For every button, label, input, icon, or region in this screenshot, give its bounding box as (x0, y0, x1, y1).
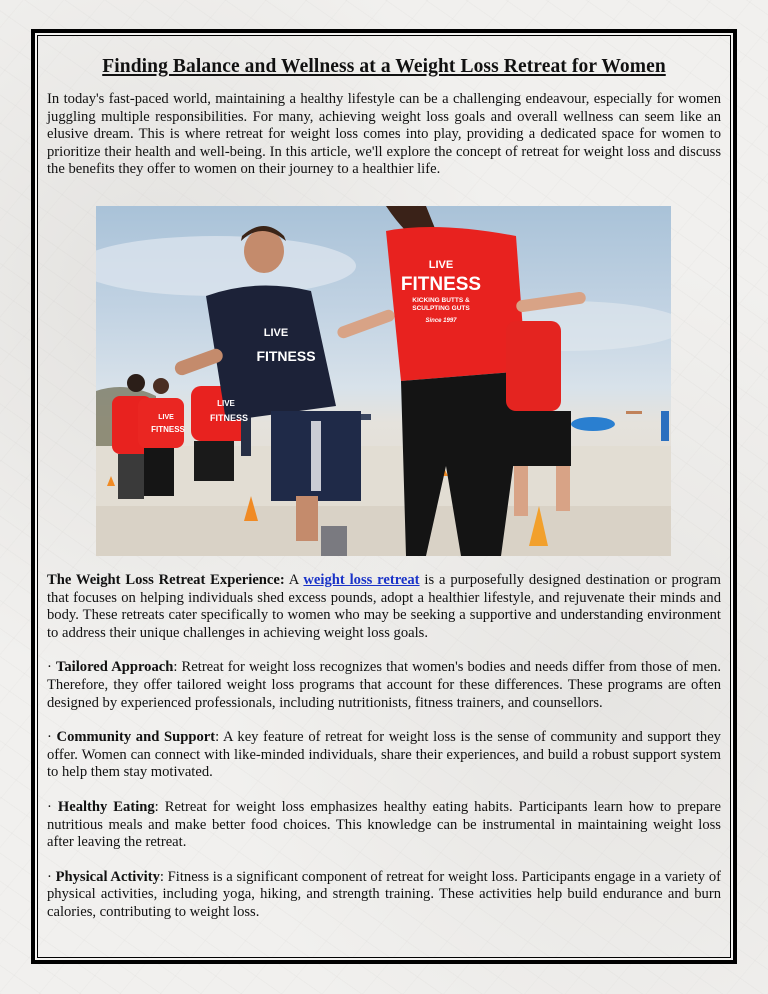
bullet-physical-activity (47, 869, 721, 922)
svg-text:LIVE: LIVE (217, 399, 235, 408)
svg-text:FITNESS: FITNESS (209, 413, 249, 423)
experience-paragraph (47, 572, 721, 642)
bullet-text: : A key feature of retreat for weight loss is the sense of community and support they offer. Women can connect with like-minded individuals, share their experiences, and build a robust support system to help them stay motivated. (47, 729, 721, 781)
hero-image (96, 206, 671, 556)
weight-loss-retreat-link[interactable]: weight loss retreat (303, 572, 420, 588)
svg-text:FITNESS: FITNESS (400, 274, 482, 295)
beach-fitness-photo (96, 206, 671, 556)
bullet-text: : Retreat for weight loss recognizes that women's bodies and needs differ from those of men. Therefore, they offer tailored weight loss programs that account for these differences. These programs are often designed by experienced professionals, including nutritionists, fitness trainers, and counsellors. (47, 659, 721, 711)
article-body (47, 572, 721, 922)
intro-paragraph: In today's fast-paced world, maintaining a healthy lifestyle can be a challenging endeavour, especially for women juggling multiple responsibilities. For many, achieving weight loss goals and overall wellness can seem like an elusive dream. This is where retreat for weight loss comes into play, providing a dedicated space for women to prioritize their health and well-being. In this article, we'll explore the concept of retreat for weight loss and discuss the benefits they offer to women on their journey to a healthier life. (47, 91, 721, 178)
bullet-text: : Retreat for weight loss emphasizes healthy eating habits. Participants learn how to prepare nutritious meals and make better food choices. This knowledge can be instrumental in maintaining weight loss after leaving the retreat. (47, 798, 721, 851)
bullet-marker: · (47, 729, 57, 746)
experience-pre-link: A (284, 572, 304, 588)
bullet-label: Community and Support (56, 729, 216, 746)
svg-text:LIVE: LIVE (263, 327, 289, 339)
bullet-text: : Fitness is a significant component of retreat for weight loss. Participants engage in a variety of physical activities, including yoga, hiking, and strength training. These activities help build endurance and burn calories, contributing to weight loss. (47, 868, 721, 920)
svg-text:LIVE: LIVE (158, 414, 174, 421)
svg-text:FITNESS: FITNESS (256, 348, 316, 364)
article-header (47, 56, 721, 179)
bullet-community-support (47, 729, 721, 782)
bullet-label: Tailored Approach (55, 659, 174, 676)
experience-label: The Weight Loss Retreat Experience: (47, 572, 285, 588)
svg-text:LIVE: LIVE (428, 259, 454, 271)
bullet-marker: · (47, 659, 56, 676)
svg-text:FITNESS: FITNESS (151, 425, 185, 434)
bullet-healthy-eating (47, 799, 721, 852)
bullet-label: Healthy Eating (57, 798, 155, 815)
experience-text: is a purposefully designed destination or program that focuses on helping individuals shed excess pounds, adopt a healthier lifestyle, and rejuvenate their minds and body. These retreats cater specifically to women who may be seeking a supportive and understanding environment to address their unique challenges in achieving weight loss goals. (47, 572, 721, 641)
bullet-marker: · (47, 868, 56, 885)
svg-text:SCULPTING GUTS: SCULPTING GUTS (412, 305, 470, 312)
svg-text:Since 1997: Since 1997 (425, 318, 457, 324)
bullet-tailored-approach (47, 659, 721, 712)
bullet-label: Physical Activity (55, 868, 160, 885)
svg-text:KICKING BUTTS &: KICKING BUTTS & (412, 297, 470, 304)
page-title: Finding Balance and Wellness at a Weight Loss Retreat for Women (102, 56, 666, 77)
bullet-marker: · (47, 798, 58, 815)
